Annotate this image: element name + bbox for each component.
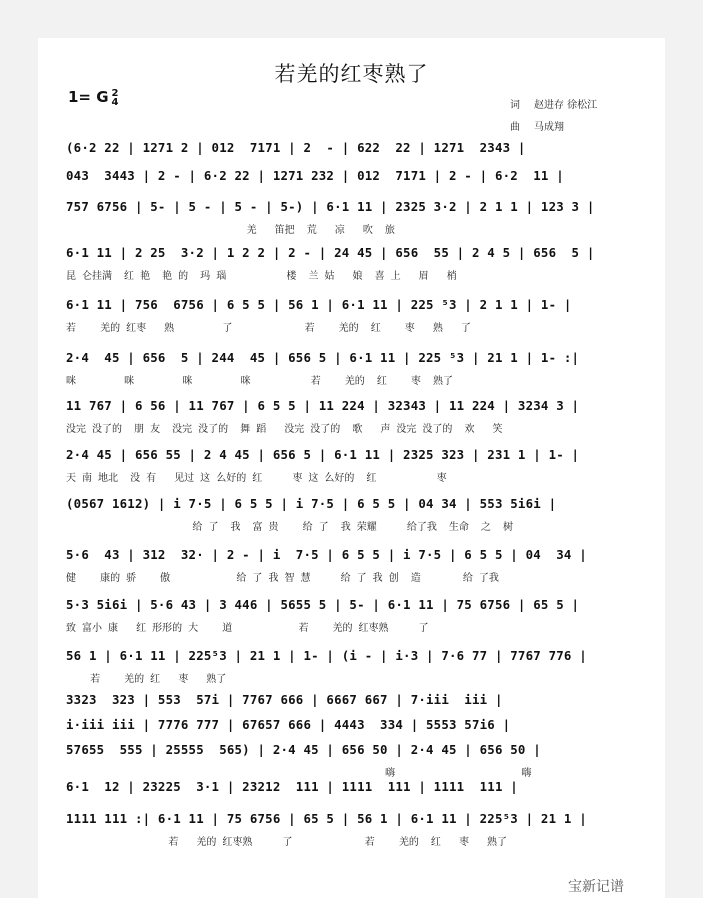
notation-line: 757 6756 | 5- | 5 - | 5 - | 5-) | 6·1 11 | 2325 3·2 | 2 1 1 | 123 3 | (66, 199, 595, 214)
notation-line: 56 1 | 6·1 11 | 225⁵3 | 21 1 | 1- | (i - | i·3 | 7·6 77 | 7767 776 | (66, 648, 587, 663)
notation-line: 11 767 | 6 56 | 11 767 | 6 5 5 | 11 224 | 32343 | 11 224 | 3234 3 | (66, 398, 580, 413)
notation-line: i·iii iii | 7776 777 | 67657 666 | 4443 334 | 5553 57i6 | (66, 717, 511, 732)
notation-line: 2·4 45 | 656 5 | 244 45 | 656 5 | 6·1 11 | 225 ⁵3 | 21 1 | 1- :| (66, 350, 580, 365)
lyricist-names: 赵进存 徐松江 (534, 100, 598, 111)
notation-line: 1111 111 :| 6·1 11 | 75 6756 | 65 5 | 56 1 | 6·1 11 | 225⁵3 | 21 1 | (66, 811, 587, 826)
key-label: 1= G (68, 88, 109, 106)
lyric-line: 致 富小 康 红 形形的 大 道 若 羌的 红枣熟 了 (66, 623, 429, 634)
notation-line: 6·1 11 | 2 25 3·2 | 1 2 2 | 2 - | 24 45 | 656 55 | 2 4 5 | 656 5 | (66, 245, 595, 260)
lyric-line: 给 了 我 富 贵 给 了 我 荣耀 给了我 生命 之 树 (66, 522, 513, 533)
notation-line: 6·1 11 | 756 6756 | 6 5 5 | 56 1 | 6·1 11 | 225 ⁵3 | 2 1 1 | 1- | (66, 297, 572, 312)
notation-line: 3323 323 | 553 57i | 7767 666 | 6667 667 | 7·iii iii | (66, 692, 503, 707)
lyrics-label: 词 (510, 100, 520, 111)
lyricist-credit (510, 96, 611, 111)
song-title: 若羌的红枣熟了 (274, 62, 429, 86)
key-signature (68, 88, 119, 107)
lyric-line: 若 羌的 红枣 熟 了 若 羌的 红 枣 熟 了 (66, 323, 471, 334)
composer-credit (510, 118, 578, 133)
notation-line: 57655 555 | 25555 565) | 2·4 45 | 656 50 | 2·4 45 | 656 50 | (66, 742, 541, 757)
lyric-line: 健 康的 骄 傲 给 了 我 智 慧 给 了 我 创 造 给 了我 (66, 573, 499, 584)
lyric-line: 若 羌的 红 枣 熟了 (66, 674, 227, 685)
notation-line: (6·2 22 | 1271 2 | 012 7171 | 2 - | 622 22 | 1271 2343 | (66, 140, 526, 155)
time-top: 2 (111, 87, 119, 99)
notation-line: 5·6 43 | 312 32· | 2 - | i 7·5 | 6 5 5 | i 7·5 | 6 5 5 | 04 34 | (66, 547, 587, 562)
lyric-line: 昆 仑挂满 红 艳 艳 的 玛 瑙 楼 兰 姑 娘 喜 上 眉 梢 (66, 271, 457, 282)
lyric-line: 咪 咪 咪 咪 若 羌的 红 枣 熟了 (66, 376, 453, 387)
lyric-line: 羌 笛把 荒 凉 吹 旅 (66, 225, 395, 236)
notation-line: 6·1 12 | 23225 3·1 | 23212 111 | 1111 111 | 1111 111 | (66, 779, 518, 794)
notation-line: (0567 1612) | i 7·5 | 6 5 5 | i 7·5 | 6 5 5 | 04 34 | 553 5i6i | (66, 496, 557, 511)
notation-line: 5·3 5i6i | 5·6 43 | 3 446 | 5655 5 | 5- | 6·1 11 | 75 6756 | 65 5 | (66, 597, 580, 612)
transcriber-signature: 宝新记谱 (568, 879, 624, 895)
notation-line: 2·4 45 | 656 55 | 2 4 45 | 656 5 | 6·1 11 | 2325 323 | 231 1 | 1- | (66, 447, 580, 462)
lyric-line: 没完 没了的 朋 友 没完 没了的 舞 蹈 没完 没了的 歌 声 没完 没了的 欢 笑 (66, 424, 503, 435)
lyric-line: 若 羌的 红枣熟 了 若 羌的 红 枣 熟了 (66, 837, 508, 848)
time-signature (112, 89, 119, 107)
notation-line: 043 3443 | 2 - | 6·2 22 | 1271 232 | 012 7171 | 2 - | 6·2 11 | (66, 168, 564, 183)
music-label: 曲 (510, 122, 520, 133)
lyric-line: 嗨 嗨 (66, 768, 532, 779)
time-bottom: 4 (111, 96, 119, 108)
lyric-line: 天 南 地北 没 有 见过 这 么好的 红 枣 这 么好的 红 枣 (66, 473, 447, 484)
composer-name: 马成翔 (534, 122, 564, 133)
